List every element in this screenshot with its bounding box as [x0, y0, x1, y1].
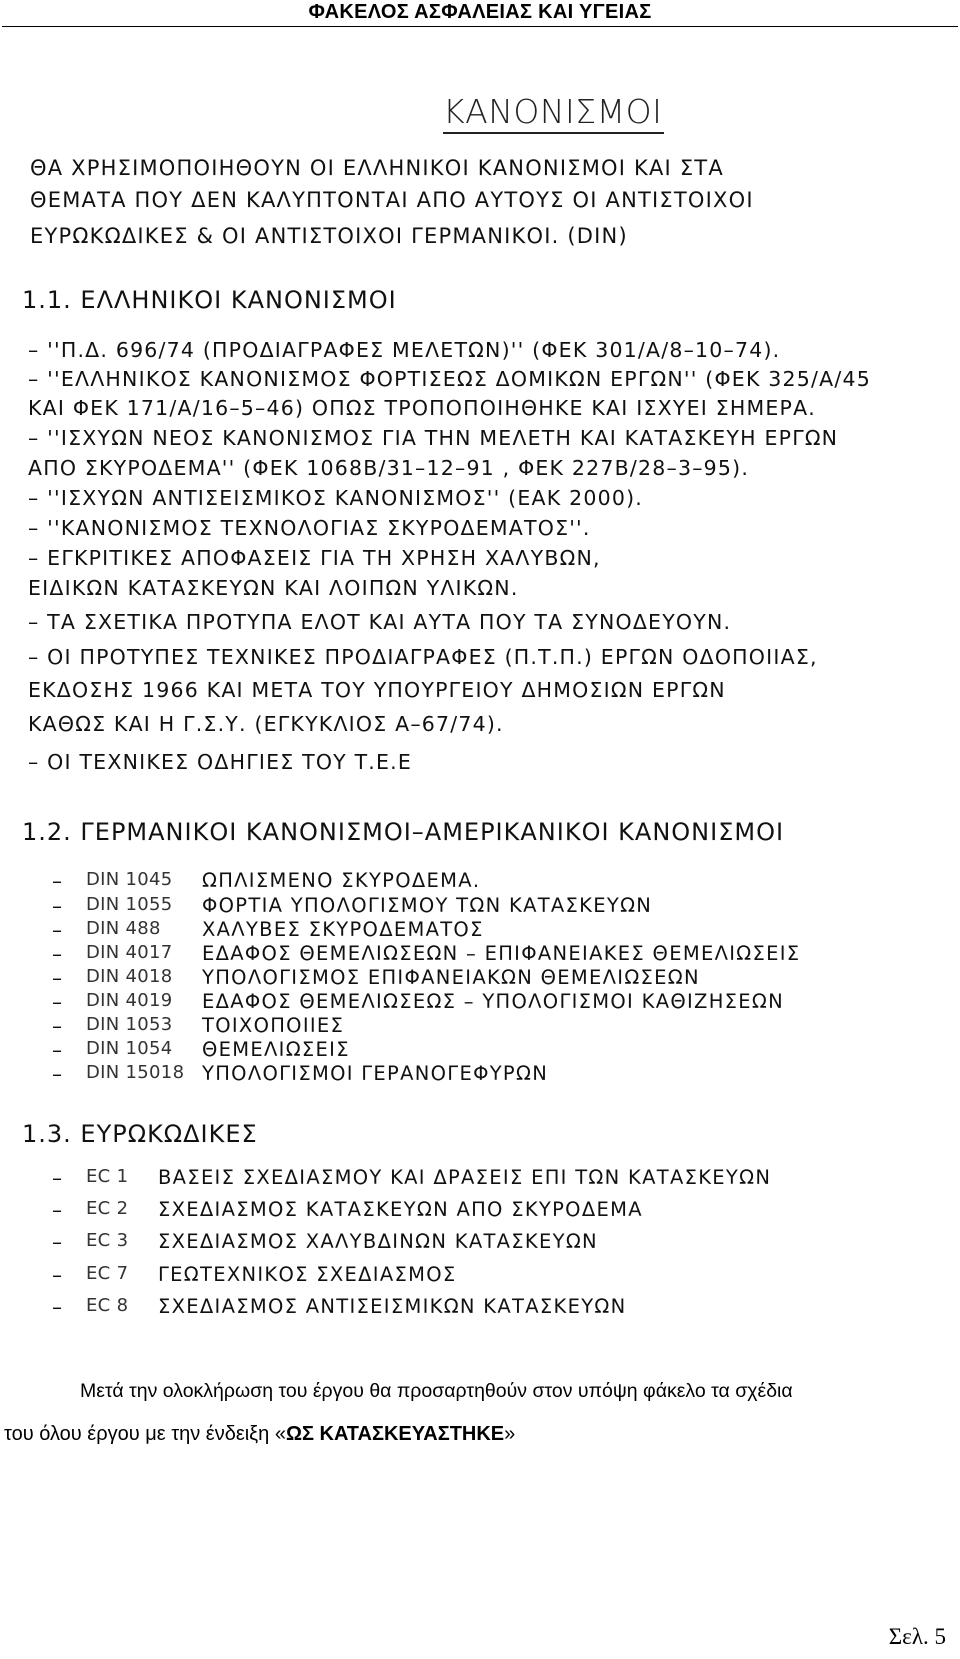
ec-code: EC 1: [86, 1166, 129, 1187]
section-heading-greek: 1.1. ΕΛΛΗΝΙΚΟΙ ΚΑΝΟΝΙΣΜΟΙ: [22, 286, 397, 314]
din-code: DIN 4017: [86, 942, 173, 963]
greek-item: ΚΑΘΩΣ ΚΑΙ Η Γ.Σ.Υ. (ΕΓΚΥΚΛΙΟΣ Α–67/74).: [28, 712, 504, 736]
document-header: ΦΑΚΕΛΟΣ ΑΣΦΑΛΕΙΑΣ ΚΑΙ ΥΓΕΙΑΣ: [308, 1, 652, 23]
dash: –: [52, 869, 62, 893]
dash: –: [52, 1230, 62, 1254]
din-code: DIN 4018: [86, 966, 173, 987]
greek-item: – ΟΙ ΠΡΟΤΥΠΕΣ ΤΕΧΝΙΚΕΣ ΠΡΟΔΙΑΓΡΑΦΕΣ (Π.Τ.Π.) ΕΡΓΩΝ ΟΔΟΠΟΙΙΑΣ,: [28, 645, 818, 669]
greek-item: ΑΠΟ ΣΚΥΡΟΔΕΜΑ'' (ΦΕΚ 1068Β/31–12–91 , ΦΕΚ 227Β/28–3–95).: [28, 456, 750, 480]
dash: –: [52, 1198, 62, 1222]
din-code: DIN 15018: [86, 1062, 185, 1083]
greek-item: – ΟΙ ΤΕΧΝΙΚΕΣ ΟΔΗΓΙΕΣ ΤΟΥ Τ.Ε.Ε: [28, 750, 413, 774]
din-code: DIN 1054: [86, 1038, 173, 1059]
din-code: DIN 1055: [86, 894, 173, 915]
ec-code: EC 8: [86, 1295, 129, 1316]
greek-item: – ''ΙΣΧΥΩΝ ΝΕΟΣ ΚΑΝΟΝΙΣΜΟΣ ΓΙΑ ΤΗΝ ΜΕΛΕΤΗ ΚΑΙ ΚΑΤΑΣΚΕΥΗ ΕΡΓΩΝ: [28, 426, 839, 450]
ec-desc: ΓΕΩΤΕΧΝΙΚΟΣ ΣΧΕΔΙΑΣΜΟΣ: [158, 1263, 457, 1286]
intro-line-1: ΘΑ ΧΡΗΣΙΜΟΠΟΙΗΘΟΥΝ ΟΙ ΕΛΛΗΝΙΚΟΙ ΚΑΝΟΝΙΣΜΟΙ ΚΑΙ ΣΤΑ: [30, 156, 724, 180]
greek-item: – ''ΕΛΛΗΝΙΚΟΣ ΚΑΝΟΝΙΣΜΟΣ ΦΟΡΤΙΣΕΩΣ ΔΟΜΙΚΩΝ ΕΡΓΩΝ'' (ΦΕΚ 325/Α/45: [28, 367, 871, 391]
as-built-note-line-1: Μετά την ολοκλήρωση του έργου θα προσαρτηθούν στον υπόψη φάκελο τα σχέδια: [80, 1380, 793, 1402]
ec-code: EC 2: [86, 1198, 129, 1219]
din-desc: ΧΑΛΥΒΕΣ ΣΚΥΡΟΔΕΜΑΤΟΣ: [202, 918, 484, 941]
din-code: DIN 1053: [86, 1014, 173, 1035]
dash: –: [52, 1263, 62, 1287]
din-desc: ΘΕΜΕΛΙΩΣΕΙΣ: [202, 1038, 350, 1061]
greek-item: ΕΚΔΟΣΗΣ 1966 ΚΑΙ ΜΕΤΑ ΤΟΥ ΥΠΟΥΡΓΕΙΟΥ ΔΗΜΟΣΙΩΝ ΕΡΓΩΝ: [28, 678, 726, 702]
dash: –: [52, 966, 62, 990]
dash: –: [52, 918, 62, 942]
din-desc: ΕΔΑΦΟΣ ΘΕΜΕΛΙΩΣΕΩΣ – ΥΠΟΛΟΓΙΣΜΟΙ ΚΑΘΙΖΗΣΕΩΝ: [202, 990, 784, 1013]
ec-desc: ΒΑΣΕΙΣ ΣΧΕΔΙΑΣΜΟΥ ΚΑΙ ΔΡΑΣΕΙΣ ΕΠΙ ΤΩΝ ΚΑΤΑΣΚΕΥΩΝ: [158, 1166, 772, 1189]
dash: –: [52, 1038, 62, 1062]
greek-item: – ''ΙΣΧΥΩΝ ΑΝΤΙΣΕΙΣΜΙΚΟΣ ΚΑΝΟΝΙΣΜΟΣ'' (ΕΑΚ 2000).: [28, 486, 643, 510]
greek-item: – ''Π.Δ. 696/74 (ΠΡΟΔΙΑΓΡΑΦΕΣ ΜΕΛΕΤΩΝ)'' (ΦΕΚ 301/Α/8–10–74).: [28, 338, 781, 362]
din-code: DIN 4019: [86, 990, 173, 1011]
note-prefix: του όλου έργου με την ένδειξη «: [4, 1423, 286, 1445]
din-desc: ΥΠΟΛΟΓΙΣΜΟΣ ΕΠΙΦΑΝΕΙΑΚΩΝ ΘΕΜΕΛΙΩΣΕΩΝ: [202, 966, 700, 989]
dash: –: [52, 1014, 62, 1038]
din-desc: ΕΔΑΦΟΣ ΘΕΜΕΛΙΩΣΕΩΝ – ΕΠΙΦΑΝΕΙΑΚΕΣ ΘΕΜΕΛΙΩΣΕΙΣ: [202, 942, 801, 965]
ec-desc: ΣΧΕΔΙΑΣΜΟΣ ΑΝΤΙΣΕΙΣΜΙΚΩΝ ΚΑΤΑΣΚΕΥΩΝ: [158, 1295, 627, 1318]
dash: –: [52, 1062, 62, 1086]
din-desc: ΤΟΙΧΟΠΟΙΙΕΣ: [202, 1014, 345, 1037]
drawing-title-underline: [443, 132, 664, 134]
dash: –: [52, 990, 62, 1014]
ec-code: EC 3: [86, 1230, 129, 1251]
header-rule: [2, 26, 958, 27]
dash: –: [52, 1166, 62, 1190]
note-suffix: »: [504, 1423, 516, 1445]
din-desc: ΥΠΟΛΟΓΙΣΜΟΙ ΓΕΡΑΝΟΓΕΦΥΡΩΝ: [202, 1062, 549, 1085]
section-heading-german: 1.2. ΓΕΡΜΑΝΙΚΟΙ ΚΑΝΟΝΙΣΜΟΙ–ΑΜΕΡΙΚΑΝΙΚΟΙ ΚΑΝΟΝΙΣΜΟΙ: [22, 818, 785, 846]
greek-item: ΕΙΔΙΚΩΝ ΚΑΤΑΣΚΕΥΩΝ ΚΑΙ ΛΟΙΠΩΝ ΥΛΙΚΩΝ.: [28, 576, 519, 600]
dash: –: [52, 942, 62, 966]
drawing-title: ΚΑΝΟΝΙΣΜΟΙ: [443, 92, 663, 131]
ec-code: EC 7: [86, 1263, 129, 1284]
din-desc: ΦΟΡΤΙΑ ΥΠΟΛΟΓΙΣΜΟΥ ΤΩΝ ΚΑΤΑΣΚΕΥΩΝ: [202, 894, 653, 917]
greek-item: – ''ΚΑΝΟΝΙΣΜΟΣ ΤΕΧΝΟΛΟΓΙΑΣ ΣΚΥΡΟΔΕΜΑΤΟΣ''.: [28, 516, 591, 540]
greek-item: – ΕΓΚΡΙΤΙΚΕΣ ΑΠΟΦΑΣΕΙΣ ΓΙΑ ΤΗ ΧΡΗΣΗ ΧΑΛΥΒΩΝ,: [28, 546, 601, 570]
dash: –: [52, 1295, 62, 1319]
section-heading-eurocodes: 1.3. ΕΥΡΩΚΩΔΙΚΕΣ: [22, 1120, 258, 1148]
greek-item: ΚΑΙ ΦΕΚ 171/Α/16–5–46) ΟΠΩΣ ΤΡΟΠΟΠΟΙΗΘΗΚΕ ΚΑΙ ΙΣΧΥΕΙ ΣΗΜΕΡΑ.: [28, 396, 817, 420]
din-desc: ΩΠΛΙΣΜΕΝΟ ΣΚΥΡΟΔΕΜΑ.: [202, 869, 481, 892]
intro-line-3: ΕΥΡΩΚΩΔΙΚΕΣ & ΟΙ ΑΝΤΙΣΤΟΙΧΟΙ ΓΕΡΜΑΝΙΚΟΙ. (DIN): [30, 224, 628, 248]
din-code: DIN 1045: [86, 869, 173, 890]
note-bold: ΩΣ ΚΑΤΑΣΚΕΥΑΣΤΗΚΕ: [285, 1423, 505, 1445]
ec-desc: ΣΧΕΔΙΑΣΜΟΣ ΚΑΤΑΣΚΕΥΩΝ ΑΠΟ ΣΚΥΡΟΔΕΜΑ: [158, 1198, 643, 1221]
ec-desc: ΣΧΕΔΙΑΣΜΟΣ ΧΑΛΥΒΔΙΝΩΝ ΚΑΤΑΣΚΕΥΩΝ: [158, 1230, 598, 1253]
din-code: DIN 488: [86, 918, 161, 939]
dash: –: [52, 894, 62, 918]
greek-item: – ΤΑ ΣΧΕΤΙΚΑ ΠΡΟΤΥΠΑ ΕΛΟΤ ΚΑΙ ΑΥΤΑ ΠΟΥ ΤΑ ΣΥΝΟΔΕΥΟΥΝ.: [28, 610, 732, 634]
page-number: Σελ. 5: [888, 1624, 946, 1649]
intro-line-2: ΘΕΜΑΤΑ ΠΟΥ ΔΕΝ ΚΑΛΥΠΤΟΝΤΑΙ ΑΠΟ ΑΥΤΟΥΣ ΟΙ ΑΝΤΙΣΤΟΙΧΟΙ: [30, 188, 754, 212]
as-built-note-line-2: [4, 1423, 515, 1446]
